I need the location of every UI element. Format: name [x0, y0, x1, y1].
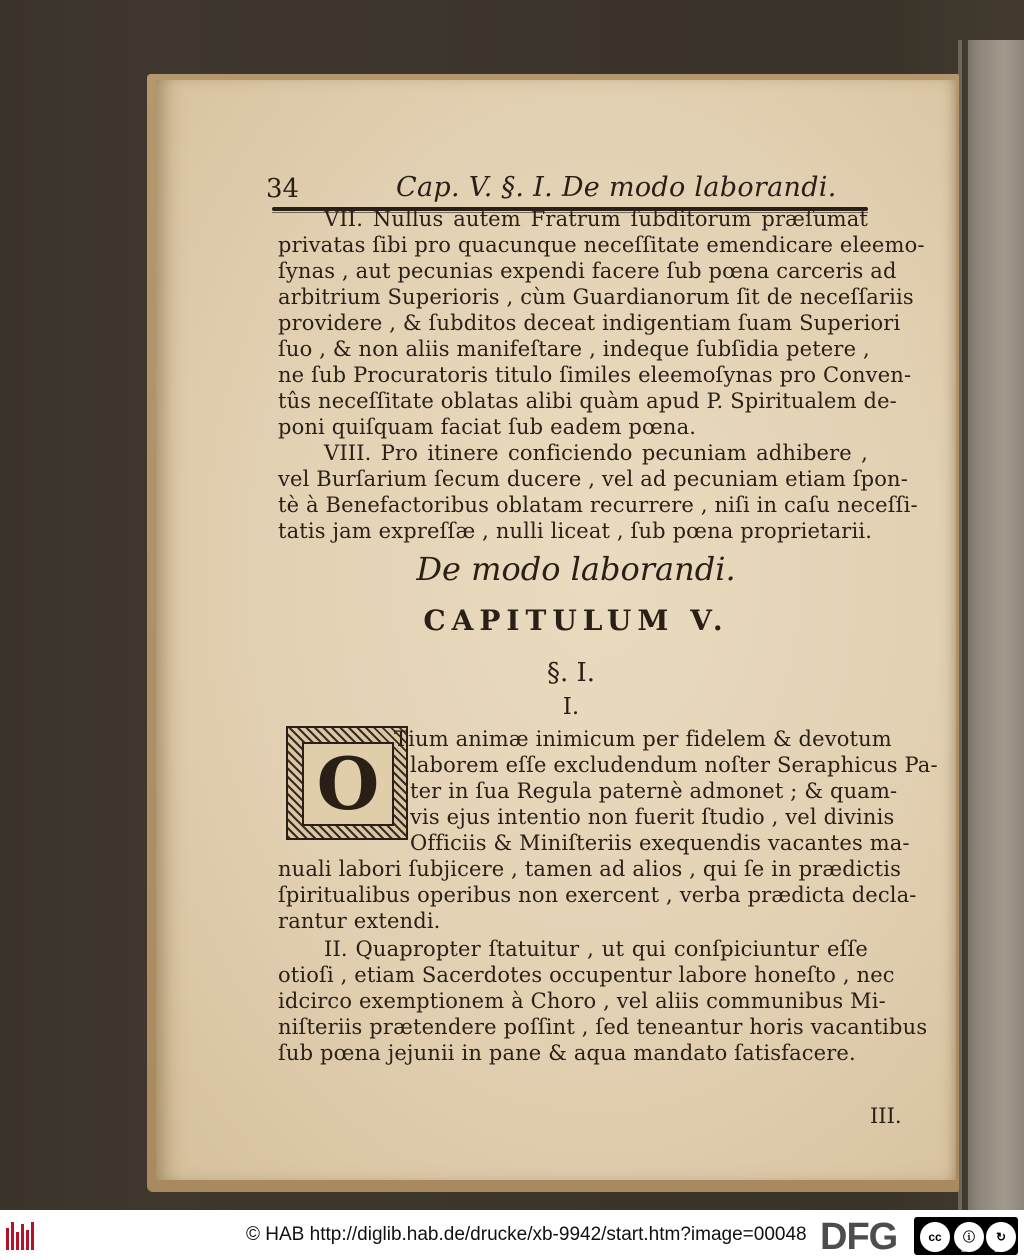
- attribution-icon: ⓘ: [954, 1222, 984, 1252]
- chapter-title: CAPITULUM V.: [423, 604, 729, 637]
- text-line: ne ſub Procuratoris titulo ſimiles eleemoſynas pro Conven-: [278, 363, 912, 387]
- text-line: rantur extendi.: [278, 909, 441, 933]
- copyright-link[interactable]: © HAB http://diglib.hab.de/drucke/xb-9942/start.htm?image=00048: [246, 1224, 807, 1245]
- text-line: vel Burſarium ſecum ducere , vel ad pecuniam etiam ſpon-: [278, 467, 908, 491]
- text-line: ſuo , & non aliis manifeſtare , indeque ſubſidia petere ,: [278, 337, 870, 361]
- cc-by-label: BY: [961, 1247, 971, 1254]
- page-number: 34: [266, 174, 300, 204]
- text-line: tè à Benefactoribus oblatam recurrere , niſi in caſu neceſſi-: [278, 493, 918, 517]
- text-line: privatas ſibi pro quacunque neceſſitate emendicare eleemo-: [278, 233, 925, 257]
- share-alike-icon: ↻: [986, 1222, 1016, 1252]
- text-line: tatis jam expreſſæ , nulli liceat , ſub pœna proprietarii.: [278, 519, 873, 543]
- text-line: ſynas , aut pecunias expendi facere ſub pœna carceris ad: [278, 259, 897, 283]
- decorated-initial: [286, 726, 408, 840]
- text-line: poni quiſquam faciat ſub eadem pœna.: [278, 415, 697, 439]
- decorated-initial-frame: [302, 742, 394, 826]
- page-content: [156, 80, 956, 1180]
- running-head: Cap. V. §. I. De modo laborandi.: [396, 172, 837, 203]
- text-line: idcirco exemptionem à Choro , vel aliis communibus Mi-: [278, 989, 886, 1013]
- text-line: arbitrium Superioris , cùm Guardianorum ſit de neceſſariis: [278, 285, 914, 309]
- text-line: VIII. Pro itinere conficiendo pecuniam adhibere ,: [324, 441, 868, 465]
- text-line: laborem eſſe excludendum noſter Seraphicus Pa-: [410, 753, 938, 777]
- text-line: otioſi , etiam Sacerdotes occupentur labore honeſto , nec: [278, 963, 895, 987]
- dfg-logo: DFG: [820, 1216, 898, 1258]
- section-numeral: I.: [562, 694, 580, 720]
- text-line: II. Quapropter ſtatuitur , ut qui conſpiciuntur eſſe: [324, 937, 868, 961]
- cc-license-badge[interactable]: [914, 1217, 1018, 1255]
- section-title: De modo laborandi.: [416, 550, 736, 588]
- catchword: III.: [870, 1104, 902, 1128]
- page-header: [266, 168, 866, 208]
- text-line: vis ejus intentio non fuerit ſtudio , vel divinis: [410, 805, 895, 829]
- library-logo-icon: [4, 1220, 36, 1252]
- text-line: ter in ſua Regula paternè admonet ; & quam-: [410, 779, 898, 803]
- book-page: [156, 80, 956, 1180]
- text-line: niſteriis prætendere poſſint , ſed teneantur horis vacantibus: [278, 1015, 928, 1039]
- text-line: Tium animæ inimicum per fidelem & devotum: [394, 727, 892, 751]
- text-line: VII. Nullus autem Fratrum ſubditorum præſumat: [324, 207, 868, 231]
- text-line: tûs neceſſitate oblatas alibi quàm apud P. Spiritualem de-: [278, 389, 897, 413]
- adjacent-page-gutter: [962, 40, 968, 1210]
- text-line: ſpiritualibus operibus non exercent , verba prædicta decla-: [278, 883, 917, 907]
- paragraph-mark: §. I.: [546, 658, 596, 688]
- cc-icon: cc: [920, 1222, 950, 1252]
- text-line: nuali labori ſubjicere , tamen ad alios , qui ſe in prædictis: [278, 857, 901, 881]
- text-line: Officiis & Miniſteriis exequendis vacantes ma-: [410, 831, 910, 855]
- drop-cap-letter: O: [316, 741, 380, 826]
- text-line: providere , & ſubditos deceat indigentiam ſuam Superiori: [278, 311, 901, 335]
- viewer-footer: [0, 1210, 1024, 1260]
- text-line: ſub pœna jejunii in pane & aqua mandato ſatisfacere.: [278, 1041, 856, 1065]
- cc-sa-label: SA: [994, 1247, 1004, 1254]
